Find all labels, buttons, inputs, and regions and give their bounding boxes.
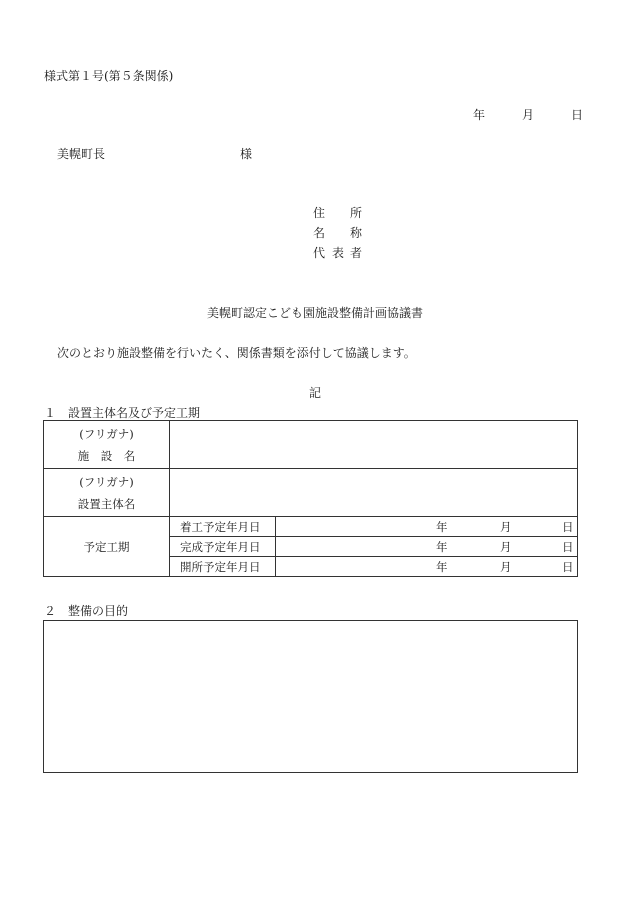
document-title: 美幌町認定こども園施設整備計画協議書 (206, 306, 423, 320)
name-label-1: 名 (313, 226, 326, 240)
facility-furigana-label: (フリガナ) (79, 426, 134, 441)
form-number: 様式第１号(第５条関係) (44, 69, 174, 83)
completion-day-label: 日 (562, 540, 574, 554)
start-year-label: 年 (436, 520, 448, 534)
completion-date-label: 完成予定年月日 (170, 537, 276, 557)
founder-label-cell (44, 469, 170, 517)
representative-label-3: 者 (350, 246, 363, 260)
schedule-table (43, 420, 578, 577)
completion-year-label: 年 (436, 540, 448, 554)
opening-month-label: 月 (500, 560, 512, 574)
start-date-field[interactable] (276, 517, 578, 537)
opening-date-label: 開所予定年月日 (170, 557, 276, 577)
body-text: 次のとおり施設整備を行いたく、関係書類を添付して協議します。 (57, 346, 416, 360)
addressee-honorific: 様 (240, 147, 253, 161)
founder-furigana-label: (フリガナ) (79, 474, 134, 489)
founder-name-field[interactable] (170, 469, 578, 517)
ki-heading: 記 (308, 386, 321, 400)
address-label-1: 住 (313, 206, 326, 220)
date-month-label: 月 (522, 108, 535, 122)
facility-name-field[interactable] (170, 421, 578, 469)
start-day-label: 日 (562, 520, 574, 534)
name-label-2: 称 (350, 226, 363, 240)
founder-name-label: 設置主体名 (77, 496, 136, 511)
purpose-field[interactable] (43, 620, 578, 773)
addressee-name: 美幌町長 (57, 147, 106, 161)
section2-heading: ２ 整備の目的 (44, 604, 129, 618)
date-year-label: 年 (473, 108, 486, 122)
completion-date-field[interactable] (276, 537, 578, 557)
representative-label-2: 表 (332, 246, 345, 260)
opening-year-label: 年 (436, 560, 448, 574)
facility-label-cell (44, 421, 170, 469)
representative-label-1: 代 (313, 246, 326, 260)
opening-date-field[interactable] (276, 557, 578, 577)
address-label-2: 所 (350, 206, 363, 220)
opening-day-label: 日 (562, 560, 574, 574)
completion-month-label: 月 (500, 540, 512, 554)
start-month-label: 月 (500, 520, 512, 534)
date-day-label: 日 (571, 108, 584, 122)
facility-name-label: 施 設 名 (77, 448, 136, 463)
schedule-label: 予定工期 (44, 517, 170, 577)
start-date-label: 着工予定年月日 (170, 517, 276, 537)
section1-heading: １ 設置主体名及び予定工期 (44, 406, 201, 420)
